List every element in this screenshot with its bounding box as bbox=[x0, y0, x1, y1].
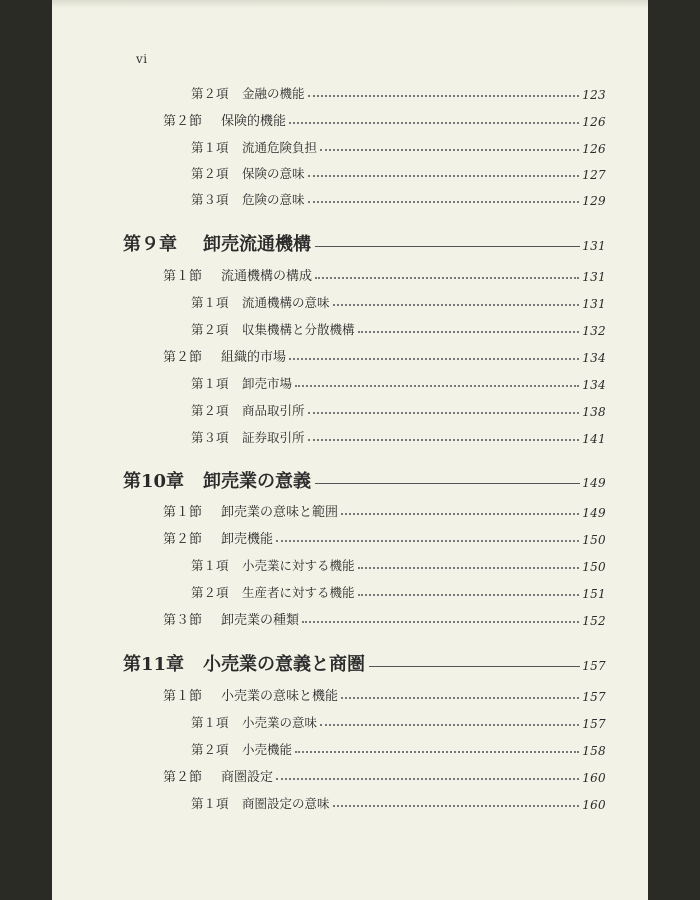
page-folio: vi bbox=[136, 52, 148, 66]
toc-item-title: 証券取引所 bbox=[242, 430, 305, 445]
toc-item-row bbox=[191, 794, 606, 812]
toc-item-title: 流通機構の意味 bbox=[242, 295, 330, 310]
toc-item-number: 第２項 bbox=[191, 585, 229, 600]
toc-page-number: 160 bbox=[582, 771, 606, 785]
toc-section-number: 第２節 bbox=[163, 114, 203, 129]
toc-leader-line bbox=[276, 778, 579, 780]
toc-item-number: 第２項 bbox=[191, 166, 229, 181]
toc-leader-line bbox=[315, 483, 580, 484]
toc-chapter-row bbox=[123, 232, 606, 256]
toc-page-number: 126 bbox=[582, 142, 606, 156]
toc-item-number: 第３項 bbox=[191, 430, 229, 445]
toc-page-number: 134 bbox=[582, 351, 606, 365]
toc-item-row bbox=[191, 190, 606, 208]
toc-item-title: 危険の意味 bbox=[242, 192, 305, 207]
toc-item-row bbox=[191, 713, 606, 731]
toc-page-number: 127 bbox=[582, 168, 606, 182]
toc-item-number: 第３項 bbox=[191, 192, 229, 207]
toc-page-number: 129 bbox=[582, 194, 606, 208]
toc-item-row bbox=[191, 583, 606, 601]
toc-item-number: 第１項 bbox=[191, 558, 229, 573]
toc-page-number: 152 bbox=[582, 614, 606, 628]
toc-section-row bbox=[163, 767, 606, 785]
toc-leader-line bbox=[358, 594, 580, 596]
toc-leader-line bbox=[289, 122, 579, 124]
toc-section-row bbox=[163, 111, 606, 129]
toc-section-row bbox=[163, 529, 606, 547]
toc-item-row bbox=[191, 293, 606, 311]
toc-page-number: 157 bbox=[582, 659, 606, 673]
toc-item-number: 第１項 bbox=[191, 715, 229, 730]
toc-leader-line bbox=[276, 540, 579, 542]
toc-section-number: 第２節 bbox=[163, 350, 203, 365]
toc-page-number: 157 bbox=[582, 690, 606, 704]
toc-leader-line bbox=[358, 331, 580, 333]
toc-page-number: 151 bbox=[582, 587, 606, 601]
toc-item-title: 小売業の意味 bbox=[242, 715, 318, 730]
toc-leader-line bbox=[320, 149, 579, 151]
toc-item-row bbox=[191, 374, 606, 392]
toc-page-number: 138 bbox=[582, 405, 606, 419]
toc-leader-line bbox=[341, 697, 579, 699]
toc-section-title: 流通機構の構成 bbox=[221, 269, 313, 284]
toc-item-title: 小売機能 bbox=[242, 742, 293, 757]
toc-page-number: 132 bbox=[582, 324, 606, 338]
toc-section-title: 卸売業の種類 bbox=[221, 613, 300, 628]
toc-leader-line bbox=[308, 175, 580, 177]
toc-page-number: 150 bbox=[582, 560, 606, 574]
toc-page-number: 131 bbox=[582, 239, 606, 253]
toc-leader-line bbox=[308, 439, 580, 441]
toc-page-number: 131 bbox=[582, 270, 606, 284]
toc-section-number: 第１節 bbox=[163, 269, 203, 284]
toc-section-row bbox=[163, 347, 606, 365]
toc-page-number: 126 bbox=[582, 115, 606, 129]
toc-leader-line bbox=[295, 751, 579, 753]
toc-item-number: 第２項 bbox=[191, 403, 229, 418]
toc-section-number: 第３節 bbox=[163, 613, 203, 628]
toc-leader-line bbox=[358, 567, 580, 569]
toc-section-title: 小売業の意味と機能 bbox=[221, 689, 339, 704]
toc-chapter-title: 卸売流通機構 bbox=[203, 234, 311, 255]
toc-section-row bbox=[163, 266, 606, 284]
toc-leader-line bbox=[333, 304, 580, 306]
toc-leader-line bbox=[341, 513, 579, 515]
toc-page-number: 141 bbox=[582, 432, 606, 446]
toc-page-number: 123 bbox=[582, 88, 606, 102]
toc-item-row bbox=[191, 401, 606, 419]
toc-item-title: 保険の意味 bbox=[242, 166, 305, 181]
toc-leader-line bbox=[369, 666, 580, 667]
toc-page-number: 150 bbox=[582, 533, 606, 547]
toc-chapter-title: 卸売業の意義 bbox=[203, 471, 311, 492]
toc-item-title: 卸売市場 bbox=[242, 376, 293, 391]
toc-section-title: 商圏設定 bbox=[221, 770, 274, 785]
toc-section-title: 卸売機能 bbox=[221, 532, 274, 547]
toc-item-title: 収集機構と分散機構 bbox=[242, 322, 355, 337]
toc-page-number: 149 bbox=[582, 476, 606, 490]
toc-item-row bbox=[191, 740, 606, 758]
toc-leader-line bbox=[289, 358, 579, 360]
toc-item-title: 金融の機能 bbox=[242, 86, 305, 101]
toc-chapter-number: 第11章 bbox=[123, 654, 185, 675]
toc-item-number: 第１項 bbox=[191, 376, 229, 391]
toc-section-title: 組織的市場 bbox=[221, 350, 287, 365]
toc-chapter-title: 小売業の意義と商圏 bbox=[203, 654, 365, 675]
toc-item-title: 小売業に対する機能 bbox=[242, 558, 355, 573]
toc-leader-line bbox=[295, 385, 579, 387]
toc-item-title: 生産者に対する機能 bbox=[242, 585, 355, 600]
toc-chapter-number: 第９章 bbox=[123, 234, 177, 255]
toc-section-row bbox=[163, 610, 606, 628]
toc-page-number: 157 bbox=[582, 717, 606, 731]
toc-item-number: 第２項 bbox=[191, 86, 229, 101]
toc-leader-line bbox=[308, 95, 580, 97]
toc-section-number: 第２節 bbox=[163, 532, 203, 547]
toc-leader-line bbox=[315, 277, 579, 279]
toc-page-number: 134 bbox=[582, 378, 606, 392]
toc-item-title: 商圏設定の意味 bbox=[242, 796, 330, 811]
toc-section-row bbox=[163, 502, 606, 520]
toc-item-row bbox=[191, 164, 606, 182]
toc-section-title: 卸売業の意味と範囲 bbox=[221, 505, 339, 520]
toc-page-number: 131 bbox=[582, 297, 606, 311]
toc-chapter-row bbox=[123, 652, 606, 676]
toc-item-row bbox=[191, 138, 606, 156]
toc-section-number: 第１節 bbox=[163, 505, 203, 520]
toc-leader-line bbox=[333, 805, 580, 807]
toc-page-number: 158 bbox=[582, 744, 606, 758]
toc-item-number: 第２項 bbox=[191, 742, 229, 757]
toc-item-number: 第１項 bbox=[191, 295, 229, 310]
toc-leader-line bbox=[315, 246, 580, 247]
toc-item-number: 第２項 bbox=[191, 322, 229, 337]
toc-chapter-number: 第10章 bbox=[123, 471, 185, 492]
toc-leader-line bbox=[308, 412, 580, 414]
toc-section-number: 第１節 bbox=[163, 689, 203, 704]
toc-item-row bbox=[191, 428, 606, 446]
toc-section-row bbox=[163, 686, 606, 704]
toc-page-number: 160 bbox=[582, 798, 606, 812]
toc-item-title: 商品取引所 bbox=[242, 403, 305, 418]
toc-leader-line bbox=[320, 724, 579, 726]
toc-item-row bbox=[191, 320, 606, 338]
toc-item-number: 第１項 bbox=[191, 140, 229, 155]
toc-item-title: 流通危険負担 bbox=[242, 140, 318, 155]
toc-section-number: 第２節 bbox=[163, 770, 203, 785]
toc-item-row bbox=[191, 556, 606, 574]
toc-page-number: 149 bbox=[582, 506, 606, 520]
toc-leader-line bbox=[308, 201, 580, 203]
toc-item-row bbox=[191, 84, 606, 102]
toc-chapter-row bbox=[123, 469, 606, 493]
toc-leader-line bbox=[302, 621, 579, 623]
toc-section-title: 保険的機能 bbox=[221, 114, 287, 129]
toc-item-number: 第１項 bbox=[191, 796, 229, 811]
